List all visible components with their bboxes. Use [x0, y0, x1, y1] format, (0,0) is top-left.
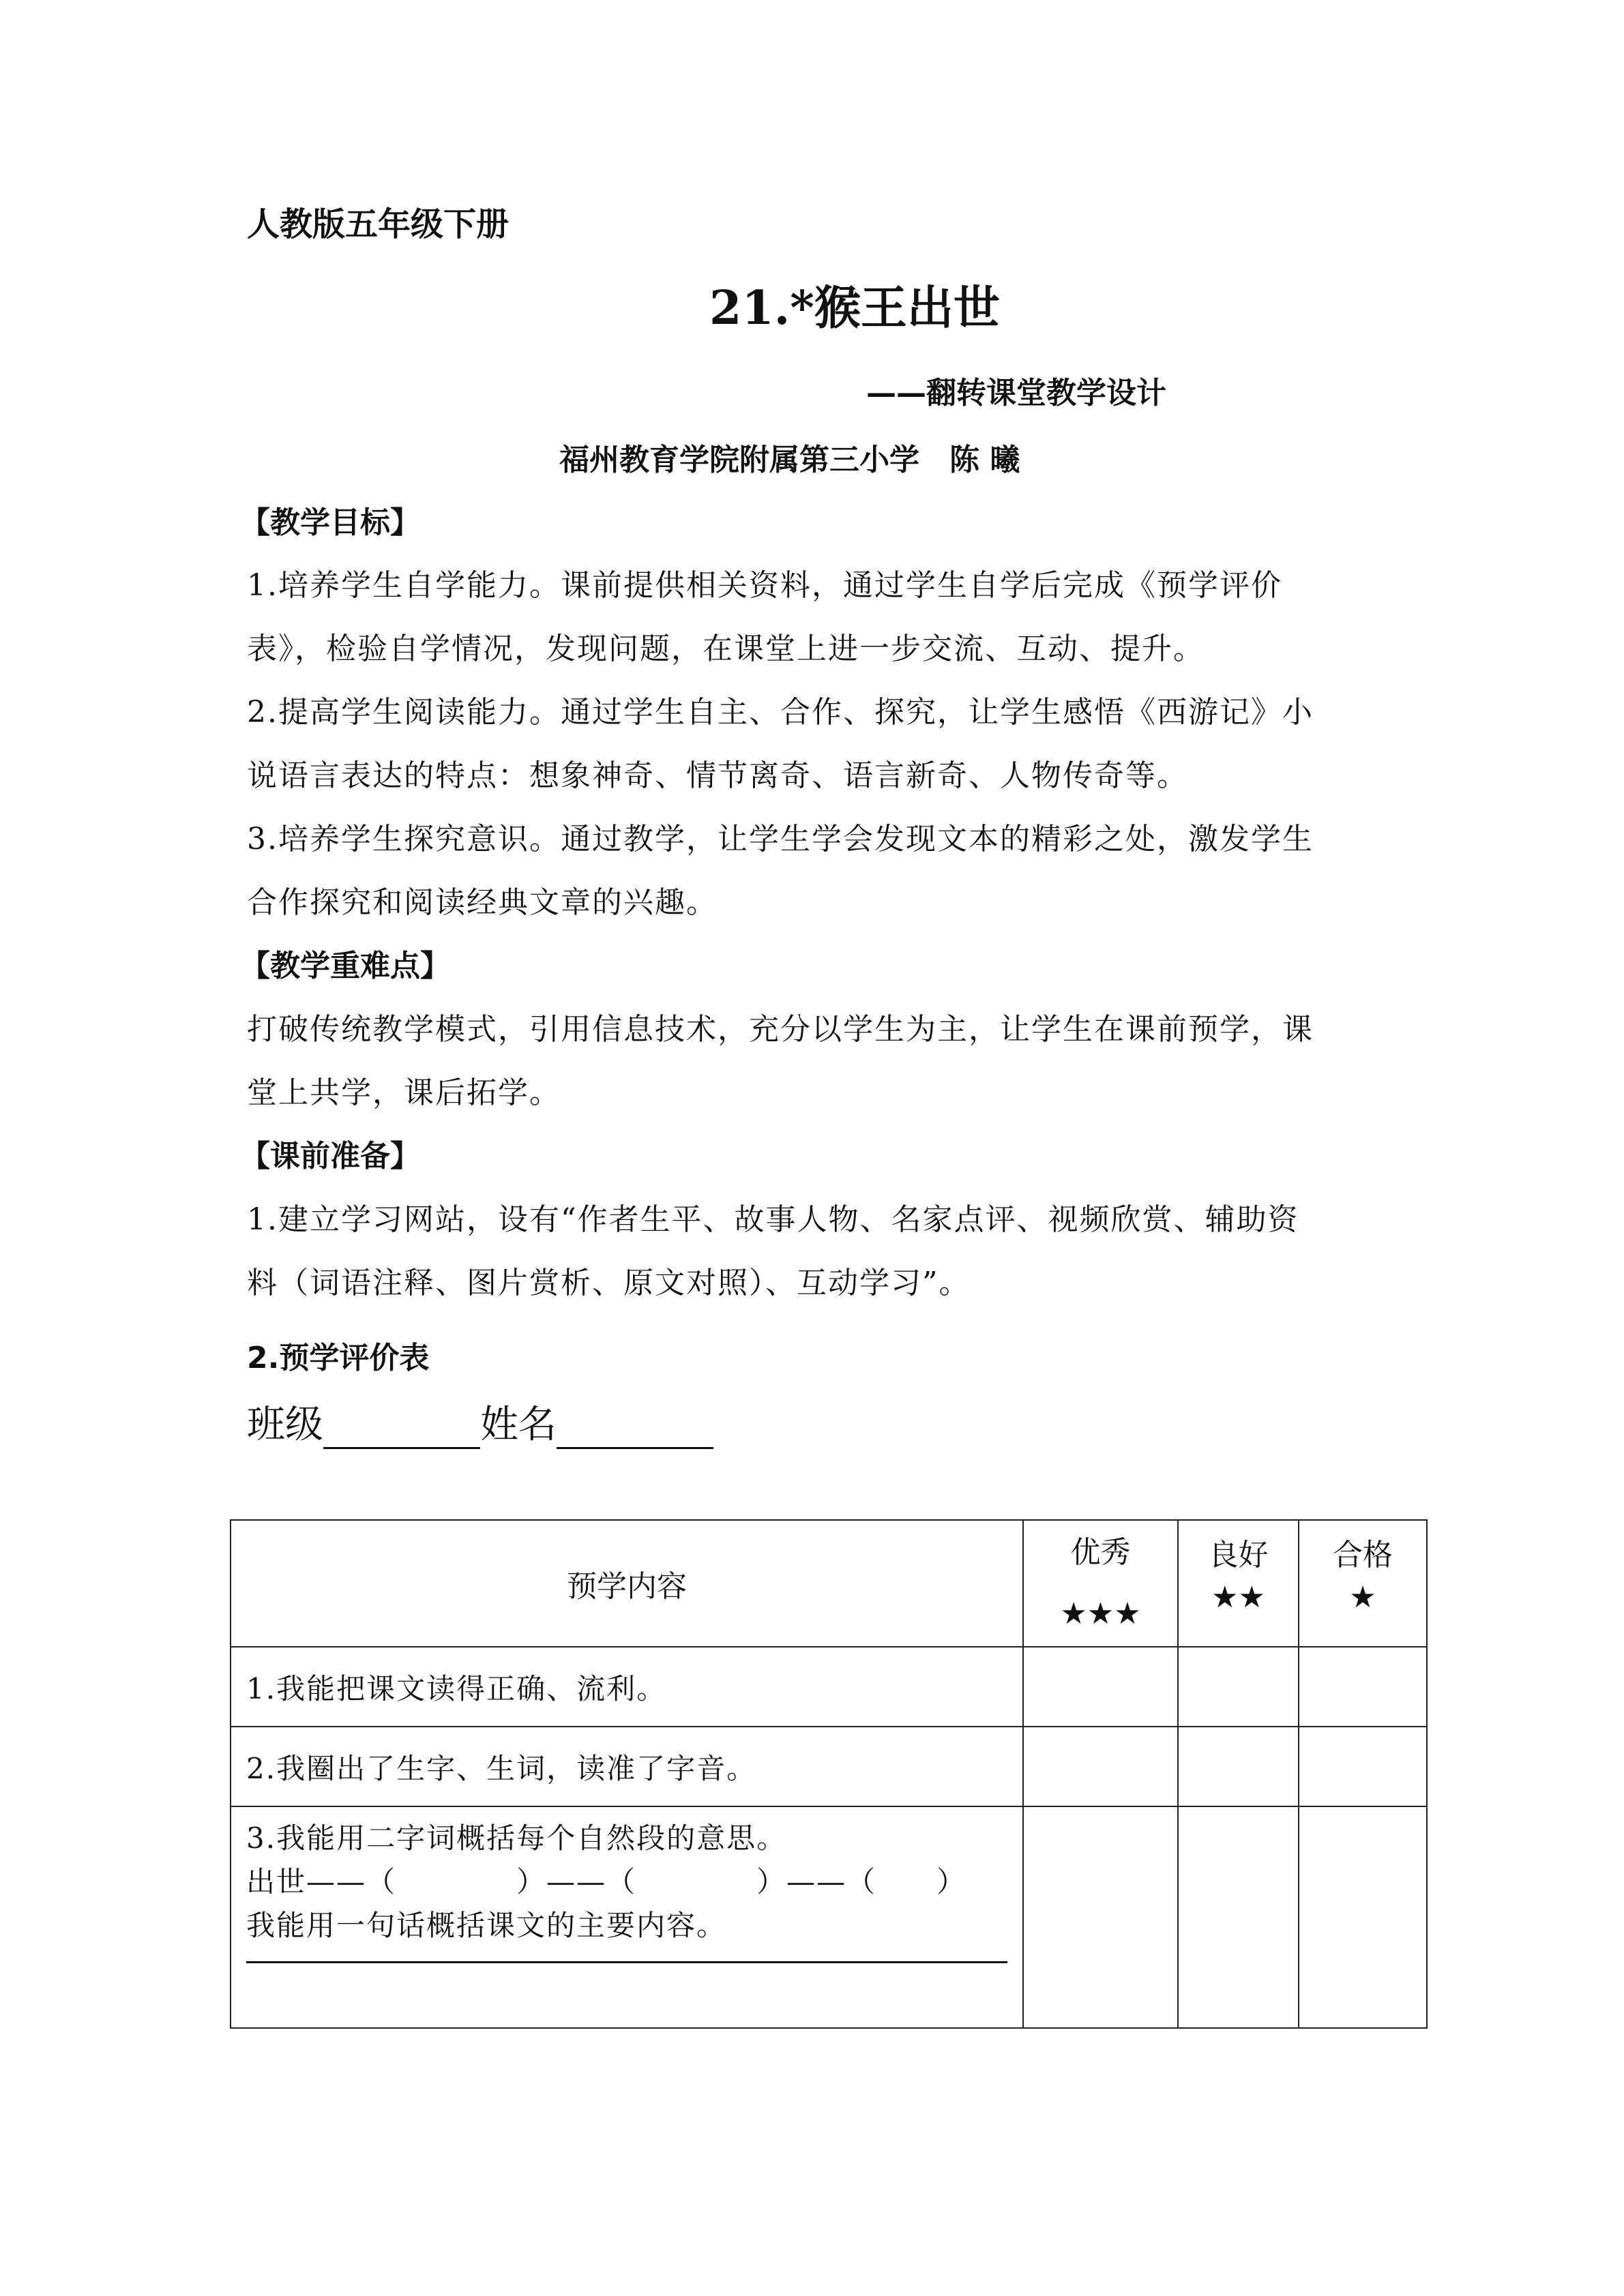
key-points-line: 堂上共学，课后拓学。: [247, 1075, 561, 1110]
goals-line: 说语言表达的特点：想象神奇、情节离奇、语言新奇、人物传奇等。: [247, 758, 1188, 793]
row-content: [231, 1806, 1023, 2028]
row3-line2: 出世——（ ）——（ ）——（ ）: [246, 1865, 967, 1898]
pass-stars: ★: [1349, 1580, 1376, 1615]
table-row: [231, 1727, 1427, 1806]
excellent-label: 优秀: [1070, 1535, 1131, 1570]
row-content: 1.我能把课文读得正确、流利。: [231, 1647, 1023, 1727]
edition-label: 人教版五年级下册: [247, 205, 510, 243]
table-row: [231, 1647, 1427, 1727]
class-label: 班级: [247, 1403, 323, 1447]
key-points-heading: 【教学重难点】: [240, 949, 450, 983]
class-blank[interactable]: [323, 1413, 480, 1449]
row3-line3: 我能用一句话概括课文的主要内容。: [246, 1909, 727, 1942]
goals-line: 1.培养学生自学能力。课前提供相关资料，通过学生自学后完成《预学评价: [247, 568, 1282, 603]
summary-answer-line[interactable]: [246, 1960, 1007, 1963]
excellent-cell[interactable]: [1023, 1806, 1178, 2028]
subtitle: ——翻转课堂教学设计: [866, 376, 1166, 411]
pass-label: 合格: [1333, 1538, 1393, 1572]
evaluation-table: [230, 1519, 1428, 2029]
goals-line: 3.培养学生探究意识。通过教学，让学生学会发现文本的精彩之处，激发学生: [247, 822, 1314, 856]
header-excellent: [1023, 1520, 1178, 1647]
header-content: 预学内容: [231, 1520, 1023, 1647]
row3-line1: 3.我能用二字词概括每个自然段的意思。: [246, 1821, 787, 1855]
goals-heading: 【教学目标】: [240, 505, 420, 540]
goals-line: 合作探究和阅读经典文章的兴趣。: [247, 885, 718, 920]
good-cell[interactable]: [1178, 1647, 1299, 1727]
table-header-row: [231, 1520, 1427, 1647]
author-line: 福州教育学院附属第三小学 陈 曦: [559, 443, 1020, 477]
header-pass: [1299, 1520, 1427, 1647]
page-title: 21.*猴王出世: [709, 281, 1000, 336]
table-row: [231, 1806, 1427, 2028]
excellent-stars: ★★★: [1060, 1596, 1141, 1631]
good-cell[interactable]: [1178, 1727, 1299, 1806]
excellent-cell[interactable]: [1023, 1727, 1178, 1806]
name-blank[interactable]: [557, 1413, 713, 1449]
good-cell[interactable]: [1178, 1806, 1299, 2028]
header-good: [1178, 1520, 1299, 1647]
preparation-heading: 【课前准备】: [240, 1139, 420, 1174]
goals-line: 2.提高学生阅读能力。通过学生自主、合作、探究，让学生感悟《西游记》小: [247, 695, 1314, 730]
class-name-row: [247, 1395, 713, 1449]
pass-cell[interactable]: [1299, 1806, 1427, 2028]
goals-line: 表》，检验自学情况，发现问题，在课堂上进一步交流、互动、提升。: [247, 631, 1205, 666]
good-stars: ★★: [1211, 1580, 1265, 1615]
pass-cell[interactable]: [1299, 1647, 1427, 1727]
pass-cell[interactable]: [1299, 1727, 1427, 1806]
form-title: 2.预学评价表: [247, 1341, 430, 1375]
row-content: 2.我圈出了生字、生词，读准了字音。: [231, 1727, 1023, 1806]
excellent-cell[interactable]: [1023, 1647, 1178, 1727]
preparation-line: 料（词语注释、图片赏析、原文对照）、互动学习”。: [247, 1266, 971, 1300]
name-label: 姓名: [480, 1403, 557, 1447]
preparation-line: 1.建立学习网站，设有“作者生平、故事人物、名家点评、视频欣赏、辅助资: [247, 1202, 1299, 1237]
good-label: 良好: [1208, 1538, 1269, 1572]
key-points-line: 打破传统教学模式，引用信息技术，充分以学生为主，让学生在课前预学，课: [247, 1012, 1314, 1047]
